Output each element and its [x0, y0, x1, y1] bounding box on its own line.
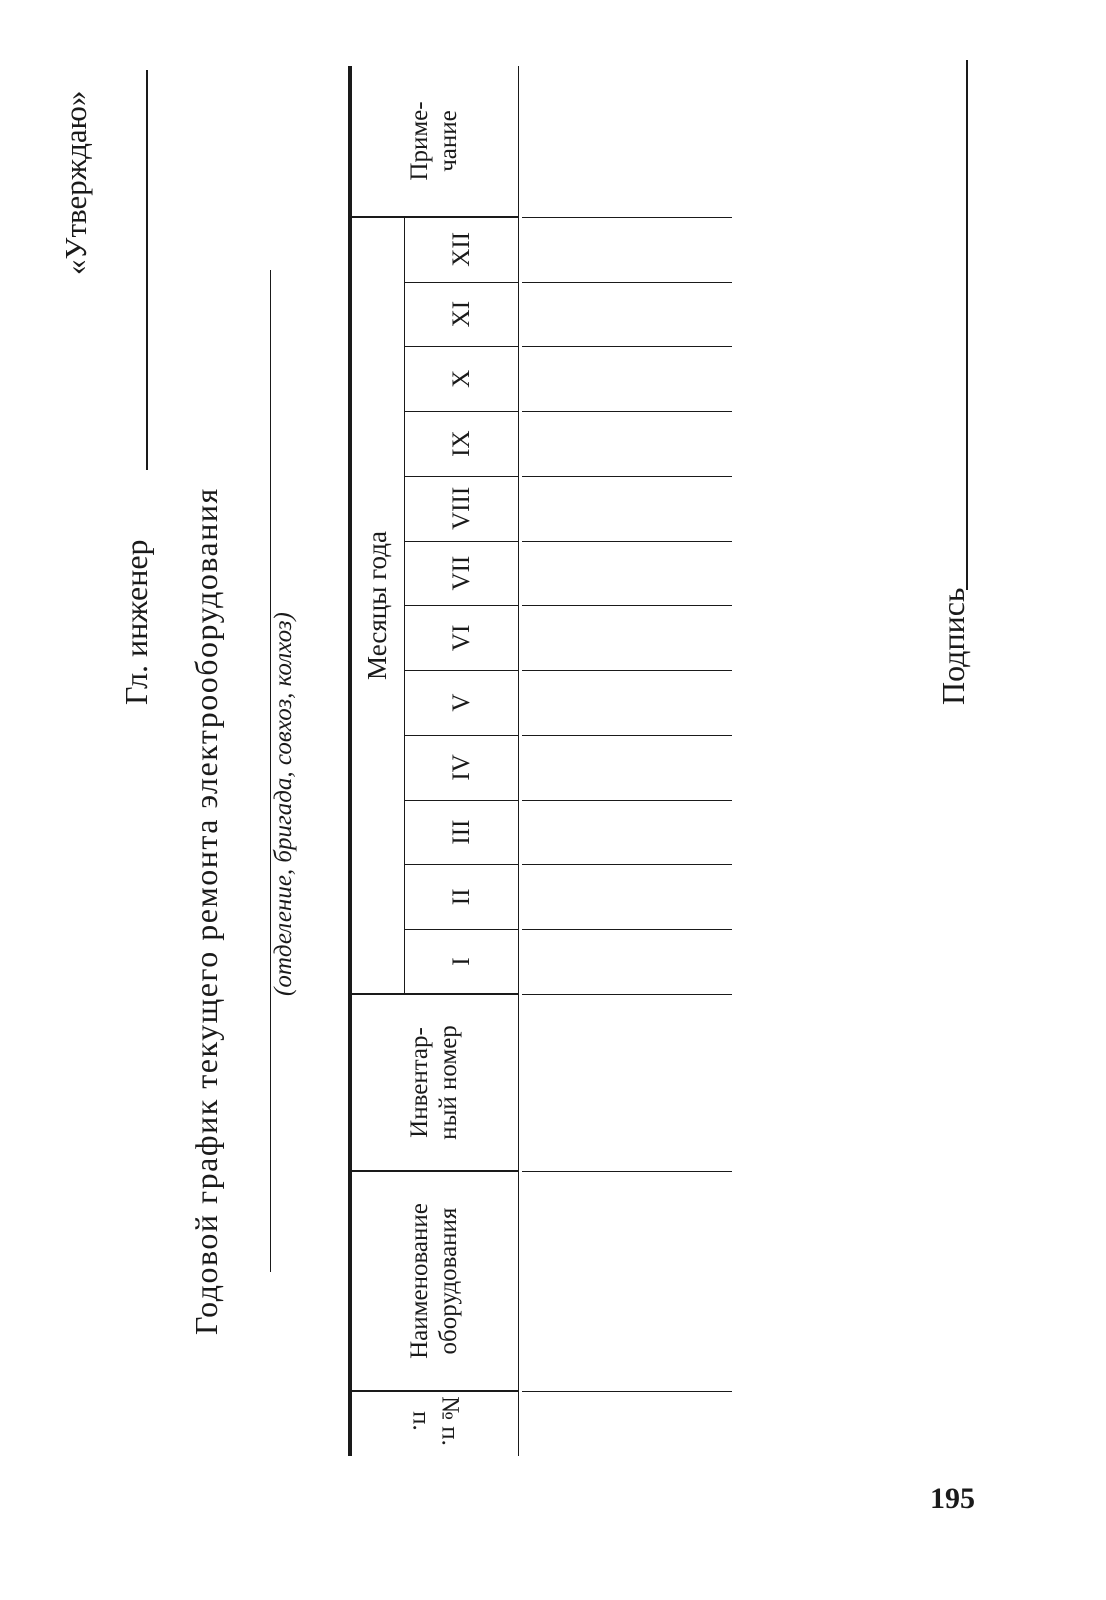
col-header-name-line2: оборудования [435, 1207, 462, 1355]
month-header-cell: VII [447, 555, 475, 591]
month-header-cell: III [447, 819, 475, 845]
col-header-number [352, 1392, 518, 1450]
col-header-inventory [352, 995, 518, 1170]
body-month-separator [522, 541, 732, 542]
body-month-separator [522, 670, 732, 671]
body-month-separator [522, 929, 732, 930]
body-month-separator [522, 865, 732, 866]
body-sep-note [522, 217, 732, 218]
signature-line [966, 60, 968, 590]
month-header-cell: VIII [447, 486, 475, 530]
month-header-cell: XI [447, 300, 475, 328]
body-sep-name [522, 1171, 732, 1172]
body-month-separator [522, 735, 732, 736]
body-month-separator [522, 282, 732, 283]
body-month-separator [522, 476, 732, 477]
signature-label: Подпись [935, 587, 971, 705]
col-header-note [352, 66, 518, 216]
body-month-separator [522, 347, 732, 348]
body-month-separator [522, 800, 732, 801]
page-title: Годовой график текущего ремонта электрооборудования [188, 487, 224, 1335]
body-month-separator [522, 606, 732, 607]
col-header-note-line2: чание [435, 110, 462, 172]
col-header-inventory-line2: ный номер [435, 1025, 462, 1140]
month-header-cell: X [447, 369, 475, 388]
col-header-inventory-line1: Инвентар- [406, 1027, 434, 1138]
months-header: Месяцы года [362, 531, 393, 680]
month-header-cell: II [447, 888, 475, 906]
chief-engineer-signature-line [146, 70, 148, 470]
body-sep-num [522, 1391, 732, 1392]
body-month-separator [522, 411, 732, 412]
chief-engineer-label: Гл. инженер [118, 539, 154, 705]
month-header-cell: I [447, 957, 475, 966]
col-header-number-text: № п. п. [408, 1396, 464, 1446]
table-header-rule [518, 66, 519, 1456]
months-subheader-rule [404, 218, 405, 995]
month-header-cell: XII [447, 232, 475, 267]
col-header-name [352, 1172, 518, 1390]
month-header-cell: IX [447, 430, 475, 457]
approval-stamp: «Утверждаю» [58, 90, 93, 275]
month-header-cell: IV [447, 754, 475, 781]
subtitle: (отделение, бригада, совхоз, колхоз) [270, 612, 297, 996]
col-header-name-line1: Наименование [406, 1203, 434, 1359]
page-number: 195 [930, 1482, 975, 1515]
month-header-cell: V [447, 693, 475, 712]
body-sep-inv [522, 994, 732, 995]
col-header-note-line1: Приме- [406, 101, 434, 181]
month-header-cell: VI [447, 624, 475, 652]
